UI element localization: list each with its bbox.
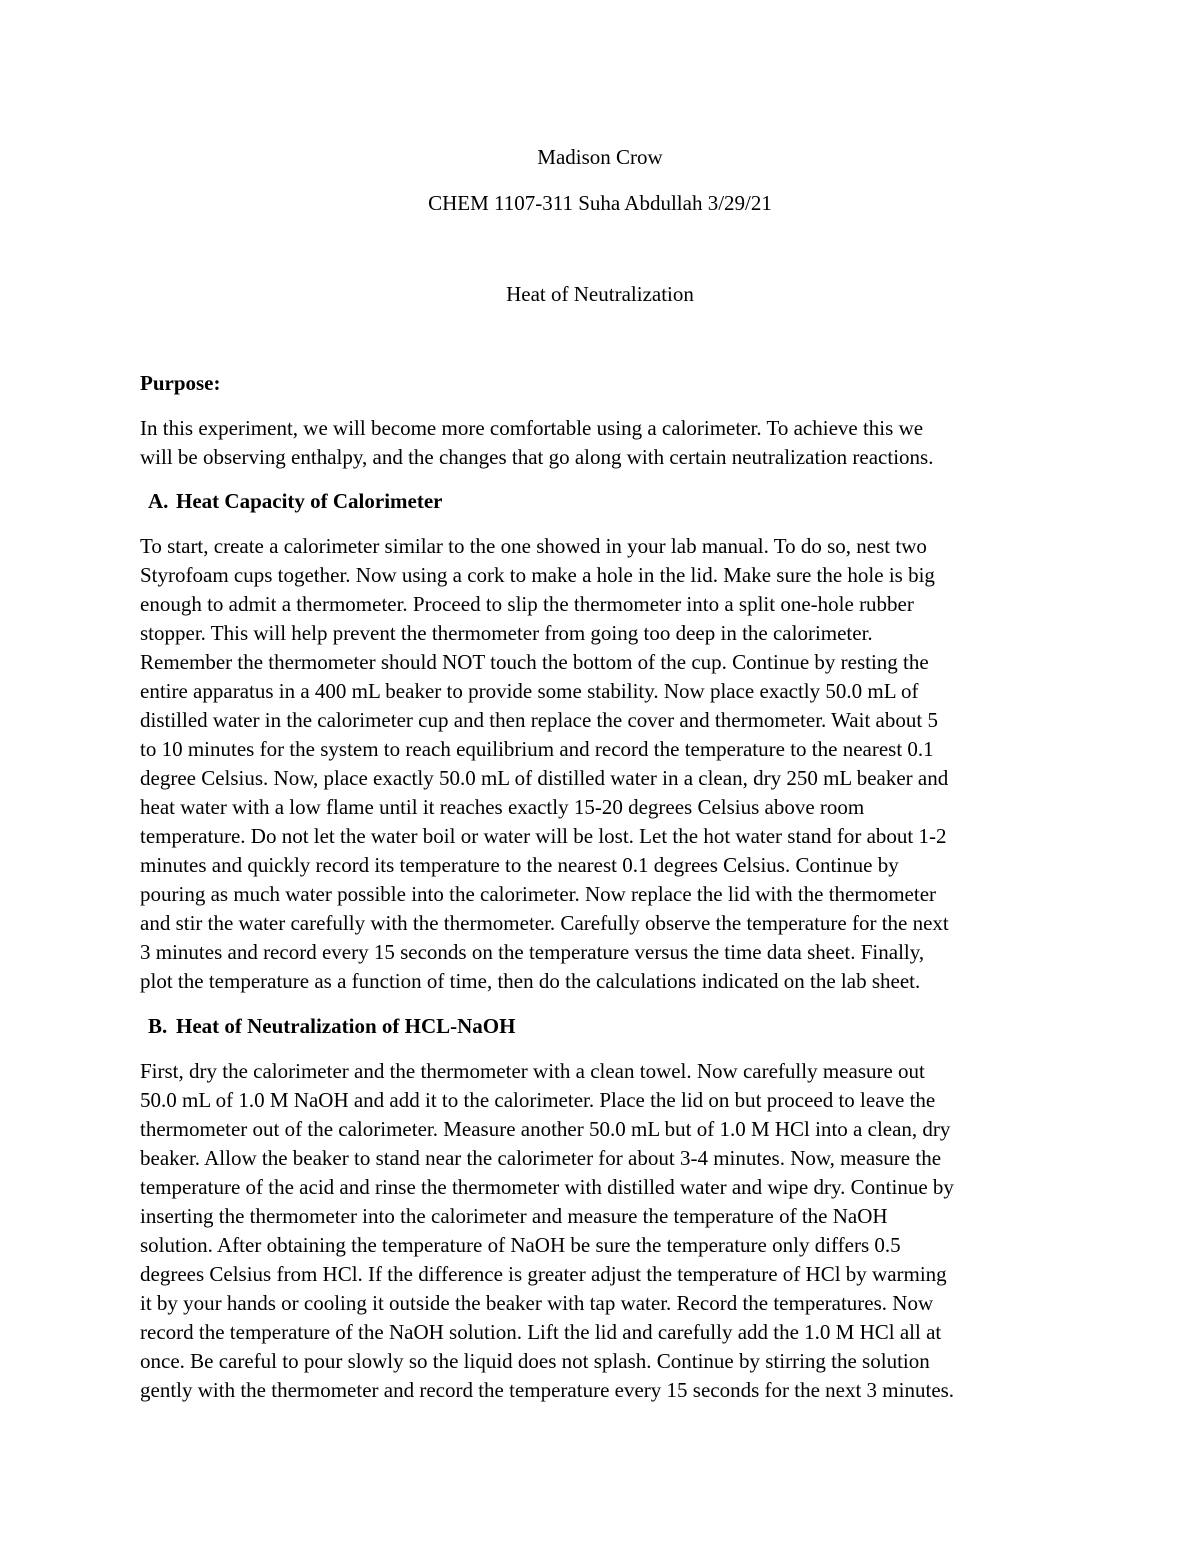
paragraph-line: 50.0 mL of 1.0 M NaOH and add it to the calorimeter. Place the lid on but proceed to leave the [140,1088,936,1112]
course-info: CHEM 1107-311 Suha Abdullah 3/29/21 [428,191,772,215]
paragraph-line: temperature of the acid and rinse the thermometer with distilled water and wipe dry. Continue by [140,1175,954,1199]
section-b-title: Heat of Neutralization of HCL-NaOH [176,1014,516,1038]
paragraph-line: First, dry the calorimeter and the thermometer with a clean towel. Now carefully measure out [140,1059,925,1083]
paragraph-line: heat water with a low flame until it reaches exactly 15-20 degrees Celsius above room [140,795,865,819]
document-title: Heat of Neutralization [506,282,694,306]
paragraph-line: minutes and quickly record its temperature to the nearest 0.1 degrees Celsius. Continue by [140,853,899,877]
paragraph-line: entire apparatus in a 400 mL beaker to provide some stability. Now place exactly 50.0 mL of [140,679,919,703]
section-b-heading [148,1014,515,1038]
section-a-heading [148,489,443,513]
paragraph-line: In this experiment, we will become more comfortable using a calorimeter. To achieve this we [140,416,924,440]
paragraph-line: inserting the thermometer into the calorimeter and measure the temperature of the NaOH [140,1204,888,1228]
paragraph-line: distilled water in the calorimeter cup and then replace the cover and thermometer. Wait about 5 [140,708,938,732]
paragraph-line: and stir the water carefully with the thermometer. Carefully observe the temperature for the next [140,911,949,935]
paragraph-line: once. Be careful to pour slowly so the liquid does not splash. Continue by stirring the solution [140,1349,930,1373]
section-a-letter: A. [148,489,169,513]
purpose-heading: Purpose: [140,371,221,395]
paragraph-line: beaker. Allow the beaker to stand near the calorimeter for about 3-4 minutes. Now, measure the [140,1146,942,1170]
paragraph-line: pouring as much water possible into the calorimeter. Now replace the lid with the thermometer [140,882,937,906]
paragraph-line: solution. After obtaining the temperature of NaOH be sure the temperature only differs 0.5 [140,1233,901,1257]
author-name: Madison Crow [537,145,663,169]
paragraph-line: will be observing enthalpy, and the changes that go along with certain neutralization reactions. [140,445,934,469]
paragraph-line: plot the temperature as a function of time, then do the calculations indicated on the lab sheet. [140,969,921,993]
paragraph-line: record the temperature of the NaOH solution. Lift the lid and carefully add the 1.0 M HCl all at [140,1320,942,1344]
paragraph-line: to 10 minutes for the system to reach equilibrium and record the temperature to the nearest 0.1 [140,737,934,761]
section-a-title: Heat Capacity of Calorimeter [176,489,443,513]
paragraph-line: temperature. Do not let the water boil or water will be lost. Let the hot water stand for about 1-2 [140,824,947,848]
paragraph-line: degree Celsius. Now, place exactly 50.0 mL of distilled water in a clean, dry 250 mL beaker and [140,766,949,790]
paragraph-line: 3 minutes and record every 15 seconds on the temperature versus the time data sheet. Finally, [140,940,925,964]
paragraph-line: degrees Celsius from HCl. If the difference is greater adjust the temperature of HCl by warming [140,1262,947,1286]
paragraph-line: Remember the thermometer should NOT touch the bottom of the cup. Continue by resting the [140,650,929,674]
paragraph-line: gently with the thermometer and record the temperature every 15 seconds for the next 3 minutes. [140,1378,955,1402]
paragraph-line: thermometer out of the calorimeter. Measure another 50.0 mL but of 1.0 M HCl into a clean, dry [140,1117,951,1141]
paragraph-line: Styrofoam cups together. Now using a cork to make a hole in the lid. Make sure the hole is big [140,563,935,587]
paragraph-line: stopper. This will help prevent the thermometer from going too deep in the calorimeter. [140,621,873,645]
section-b-letter: B. [148,1014,168,1038]
paragraph-line: To start, create a calorimeter similar to the one showed in your lab manual. To do so, nest two [140,534,927,558]
paragraph-line: it by your hands or cooling it outside the beaker with tap water. Record the temperatures. Now [140,1291,934,1315]
paragraph-line: enough to admit a thermometer. Proceed to slip the thermometer into a split one-hole rubber [140,592,914,616]
